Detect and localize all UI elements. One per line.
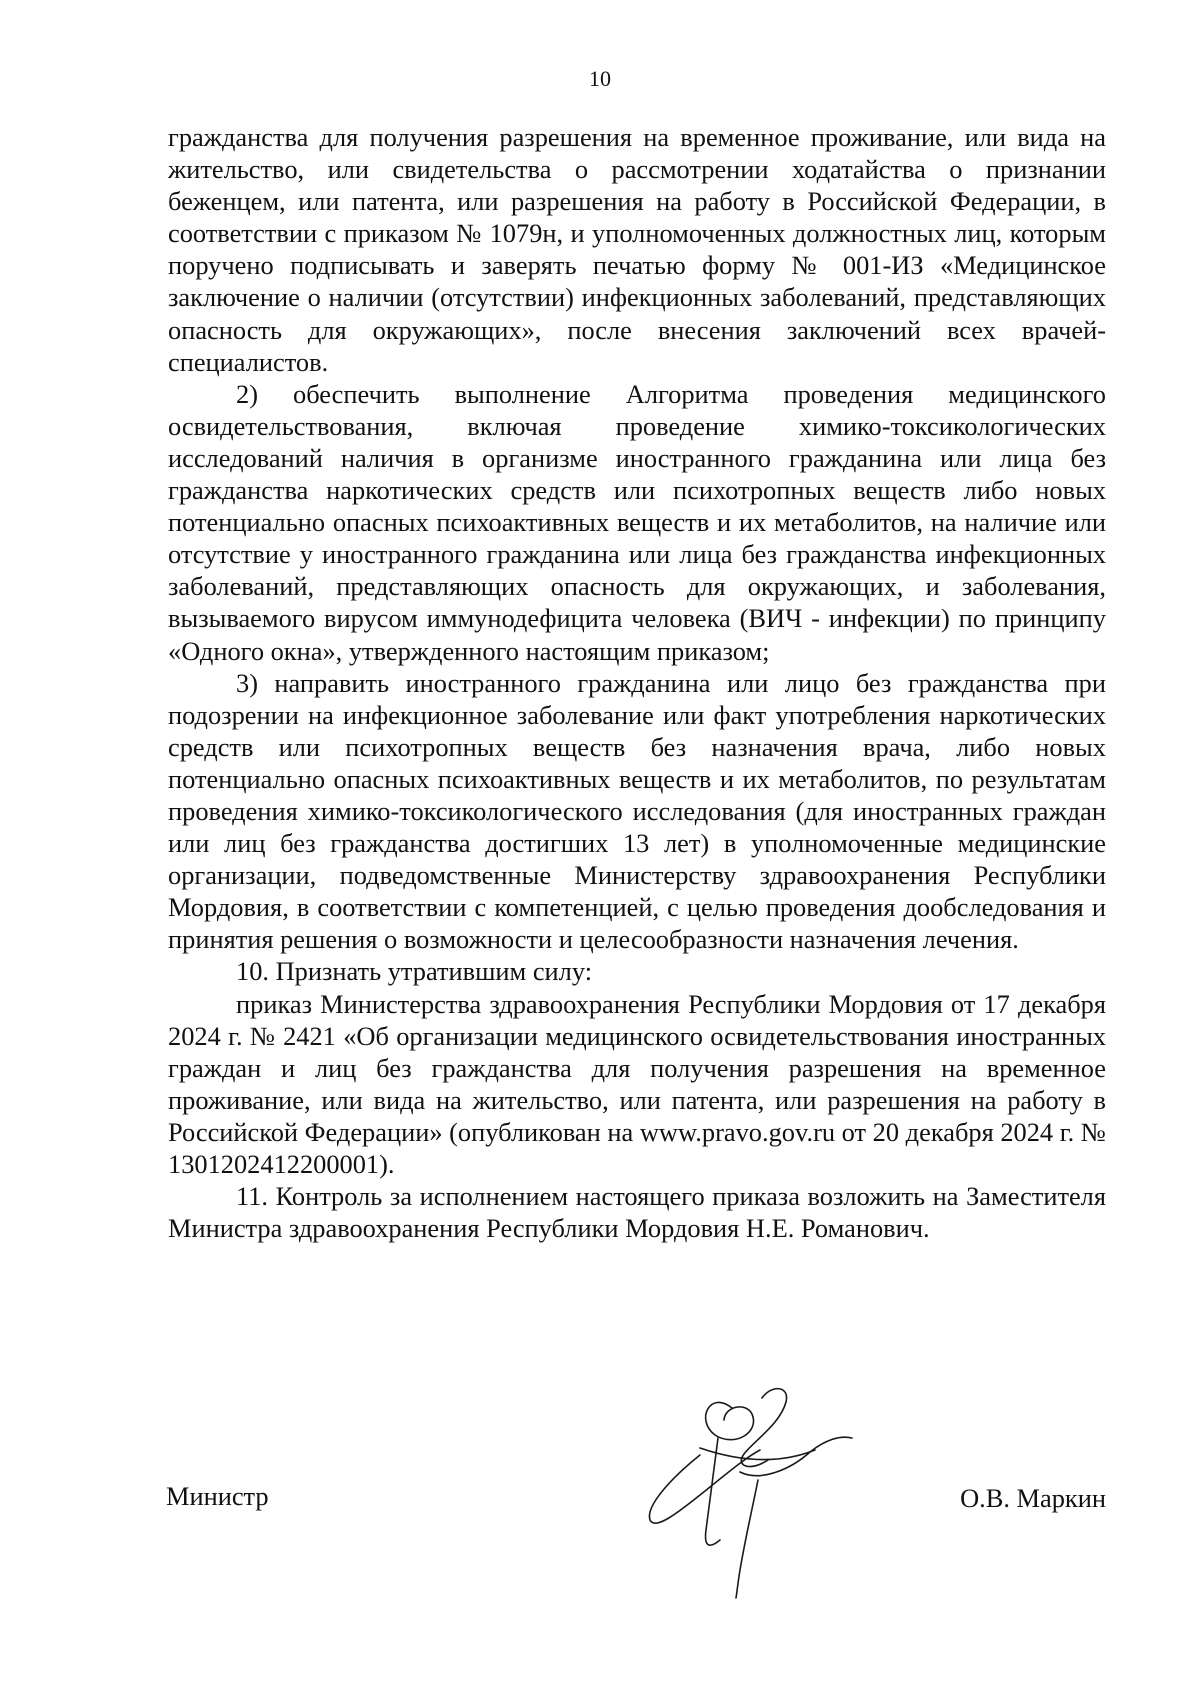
paragraph-section-10: 10. Признать утратившим силу:	[236, 956, 593, 987]
paragraph-continuation: гражданства для получения разрешения на временное проживание, или вида на жительство, или свидетельства о рассмотрении ходатайства о признании беженцем, или патента, или разрешения на работу в Российской Федерации, в соответствии с приказом № 1079н, и уполномоченных должностных лиц, которым поручено подписывать и заверять печатью форму № 001-ИЗ «Медицинское заключение о наличии (отсутствии) инфекционных заболеваний, представляющих опасность для окружающих», после внесения заключений всех врачей-специалистов.	[168, 122, 1106, 377]
signer-name: О.В. Маркин	[960, 1483, 1106, 1513]
document-body	[168, 121, 1106, 1244]
paragraph-item-3: 3) направить иностранного гражданина или лицо без гражданства при подозрении на инфекционное заболевание или факт употребления наркотических средств или психотропных веществ без назначения врача, либо новых потенциально опасных психоактивных веществ и их метаболитов, по результатам проведения химико-токсикологического исследования (для иностранных граждан или лиц без гражданства достигших 13 лет) в уполномоченные медицинские организации, подведомственные Министерству здравоохранения Республики Мордовия, в соответствии с компетенцией, с целью проведения дообследования и принятия решения о возможности и целесообразности назначения лечения.	[168, 667, 1106, 955]
signature-block	[166, 1480, 1106, 1520]
handwritten-signature-icon	[640, 1380, 900, 1600]
page-number: 10	[589, 66, 611, 91]
paragraph-section-11: 11. Контроль за исполнением настоящего приказа возложить на Заместителя Министра здравоохранения Республики Мордовия Н.Е. Романович.	[168, 1181, 1106, 1244]
paragraph-repealed-order: приказ Министерства здравоохранения Республики Мордовия от 17 декабря 2024 г. № 2421 «Об организации медицинского освидетельствования иностранных граждан и лиц без гражданства для получения разрешения на временное проживание, или вида на жительство, или патента, или разрешения на работу в Российской Федерации» (опубликован на www.pravo.gov.ru от 20 декабря 2024 г. № 1301202412200001).	[168, 988, 1106, 1179]
signer-title: Министр	[166, 1481, 269, 1511]
paragraph-item-2: 2) обеспечить выполнение Алгоритма проведения медицинского освидетельствования, включая проведение химико-токсикологических исследований наличия в организме иностранного гражданина или лица без гражданства наркотических средств или психотропных веществ либо новых потенциально опасных психоактивных веществ и их метаболитов, на наличие или отсутствие у иностранного гражданина или лица без гражданства инфекционных заболеваний, представляющих опасность для окружающих, и заболевания, вызываемого вирусом иммунодефицита человека (ВИЧ - инфекции) по принципу «Одного окна», утвержденного настоящим приказом;	[168, 378, 1106, 666]
